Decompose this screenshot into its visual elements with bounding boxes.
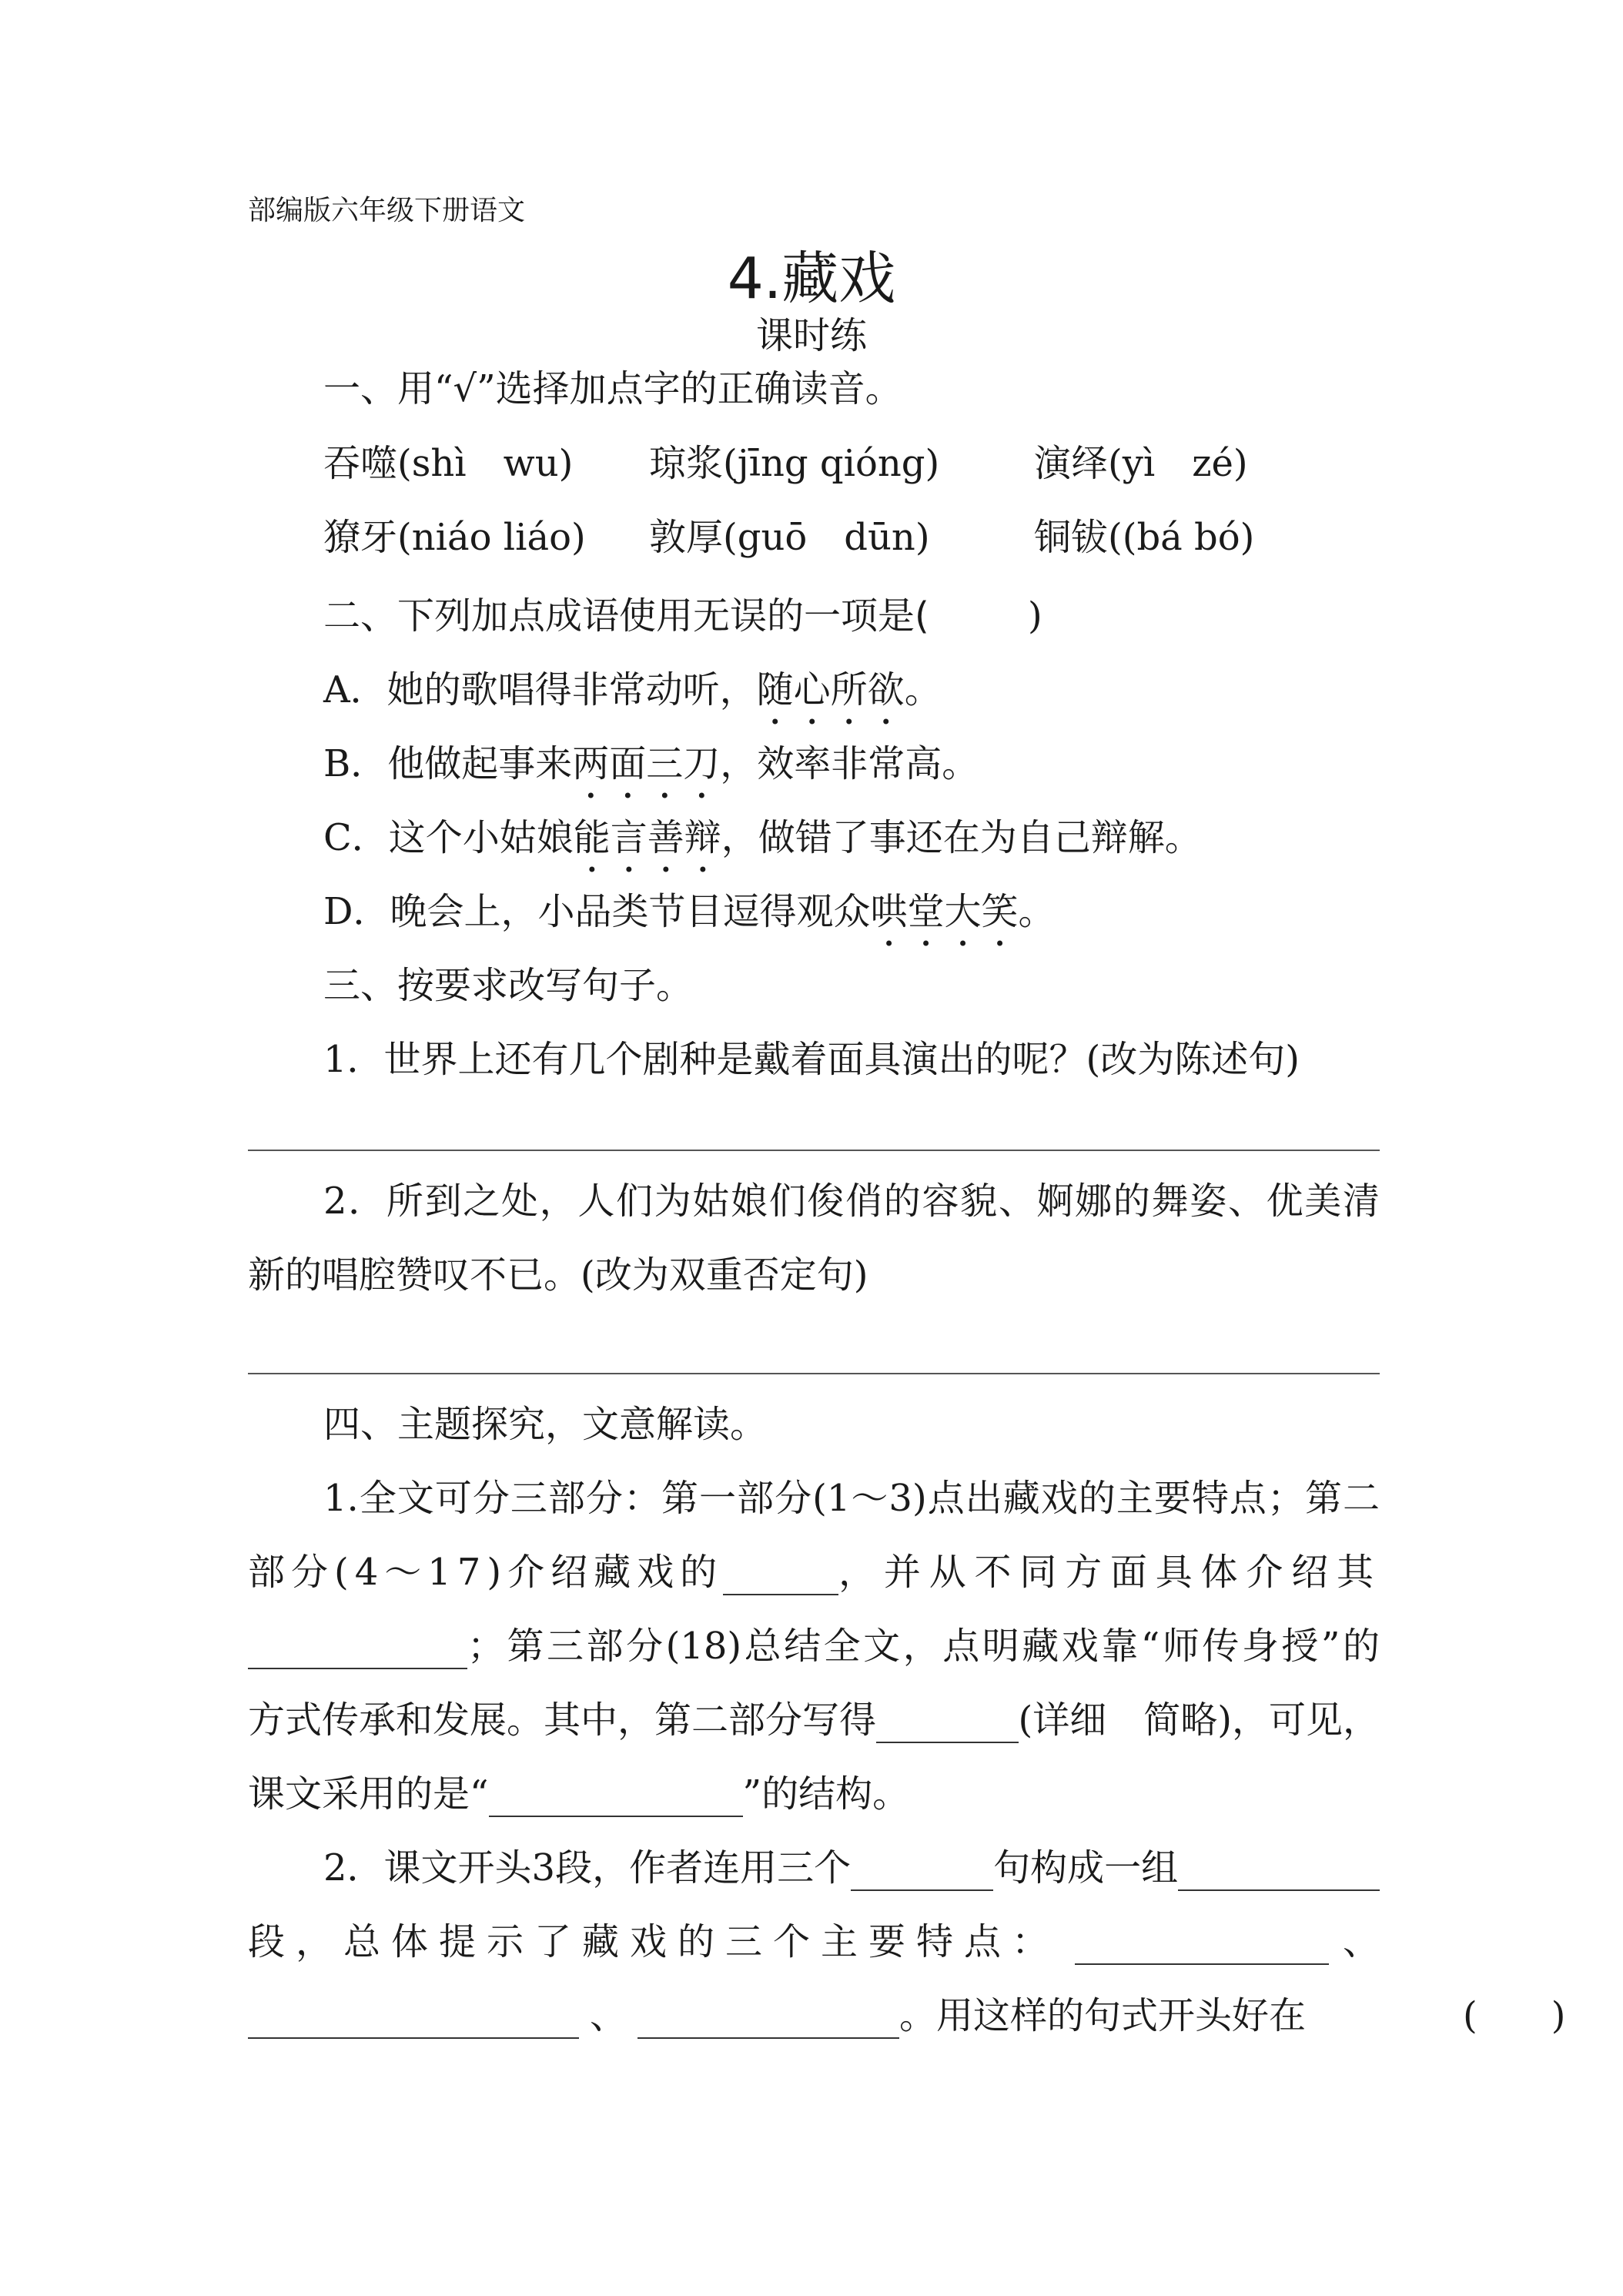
q4-p2-line-2: 段，总体提示了藏戏的三个主要特点： 、 [248, 1920, 1380, 1963]
answer-line[interactable] [248, 1373, 1380, 1374]
fill-blank[interactable] [248, 2003, 579, 2039]
q1-item: 演绎(yì zé) [1034, 442, 1248, 485]
q4-p1-line-3: ；第三部分(18)总结全文，点明藏戏靠“师传身授”的 [248, 1623, 1380, 1669]
fill-blank[interactable] [851, 1856, 993, 1891]
q1-item: 铜钹((bá bó) [1034, 516, 1255, 559]
fill-blank[interactable] [637, 2003, 899, 2039]
answer-line[interactable] [248, 1150, 1380, 1151]
fill-blank[interactable] [1178, 1856, 1380, 1891]
q1-item: 敦厚(guō dūn) [649, 516, 930, 559]
q3-sentence-1: 1．世界上还有几个剧种是戴着面具演出的呢？(改为陈述句) [323, 1038, 1300, 1081]
q4-p1-line-1: 1.全文可分三部分：第一部分(1～3)点出藏戏的主要特点；第二 [323, 1477, 1380, 1520]
page-subtitle: 课时练 [755, 314, 867, 357]
q2-option-b: B．他做起事来两面三刀，效率非常高。 [323, 742, 979, 785]
q2-option-a: A．她的歌唱得非常动听，随心所欲。 [323, 668, 942, 711]
q2-heading: 二、下列加点成语使用无误的一项是( [323, 594, 929, 638]
q4-p1-line-2: 部分(4～17)介绍藏戏的 ，并从不同方面具体介绍其 [248, 1551, 1380, 1594]
q3-sentence-2-line-2: 新的唱腔赞叹不已。(改为双重否定句) [248, 1253, 868, 1297]
fill-blank[interactable] [876, 1708, 1019, 1743]
q4-heading: 四、主题探究，文意解读。 [323, 1403, 768, 1446]
q4-p2-line-1: 2．课文开头3段，作者连用三个 句构成一组 [323, 1845, 1380, 1891]
answer-paren: ( ) [1463, 1994, 1566, 2037]
q4-p1-line-4: 方式传承和发展。其中，第二部分写得 (详细 简略)，可见， [248, 1699, 1380, 1742]
q2-option-d: D．晚会上，小品类节目逗得观众哄堂大笑。 [323, 890, 1056, 933]
fill-blank[interactable] [1075, 1930, 1329, 1965]
fill-blank[interactable] [723, 1560, 838, 1595]
fill-blank[interactable] [248, 1634, 467, 1669]
q1-item: 吞噬(shì wu) [323, 442, 574, 485]
q2-option-c: C．这个小姑娘能言善辩，做错了事还在为自己辩解。 [323, 816, 1202, 859]
doc-header: 部编版六年级下册语文 [248, 195, 526, 226]
q3-sentence-2-line-1: 2．所到之处，人们为姑娘们俊俏的容貌、婀娜的舞姿、优美清 [323, 1180, 1380, 1223]
q4-p2-line-3: 、 。用这样的句式开头好在 [248, 1993, 1306, 2039]
q4-p1-line-5: 课文采用的是“ ”的结构。 [248, 1772, 910, 1816]
q3-heading: 三、按要求改写句子。 [323, 964, 694, 1007]
q1-item: 獠牙(niáo liáo) [323, 516, 586, 559]
page-title: 4.藏戏 [727, 246, 896, 312]
fill-blank[interactable] [489, 1782, 743, 1817]
q2-answer-paren: ) [1028, 594, 1042, 638]
q1-item: 琼浆(jīng qióng) [649, 442, 940, 485]
q1-heading: 一、用“√”选择加点字的正确读音。 [323, 367, 902, 410]
